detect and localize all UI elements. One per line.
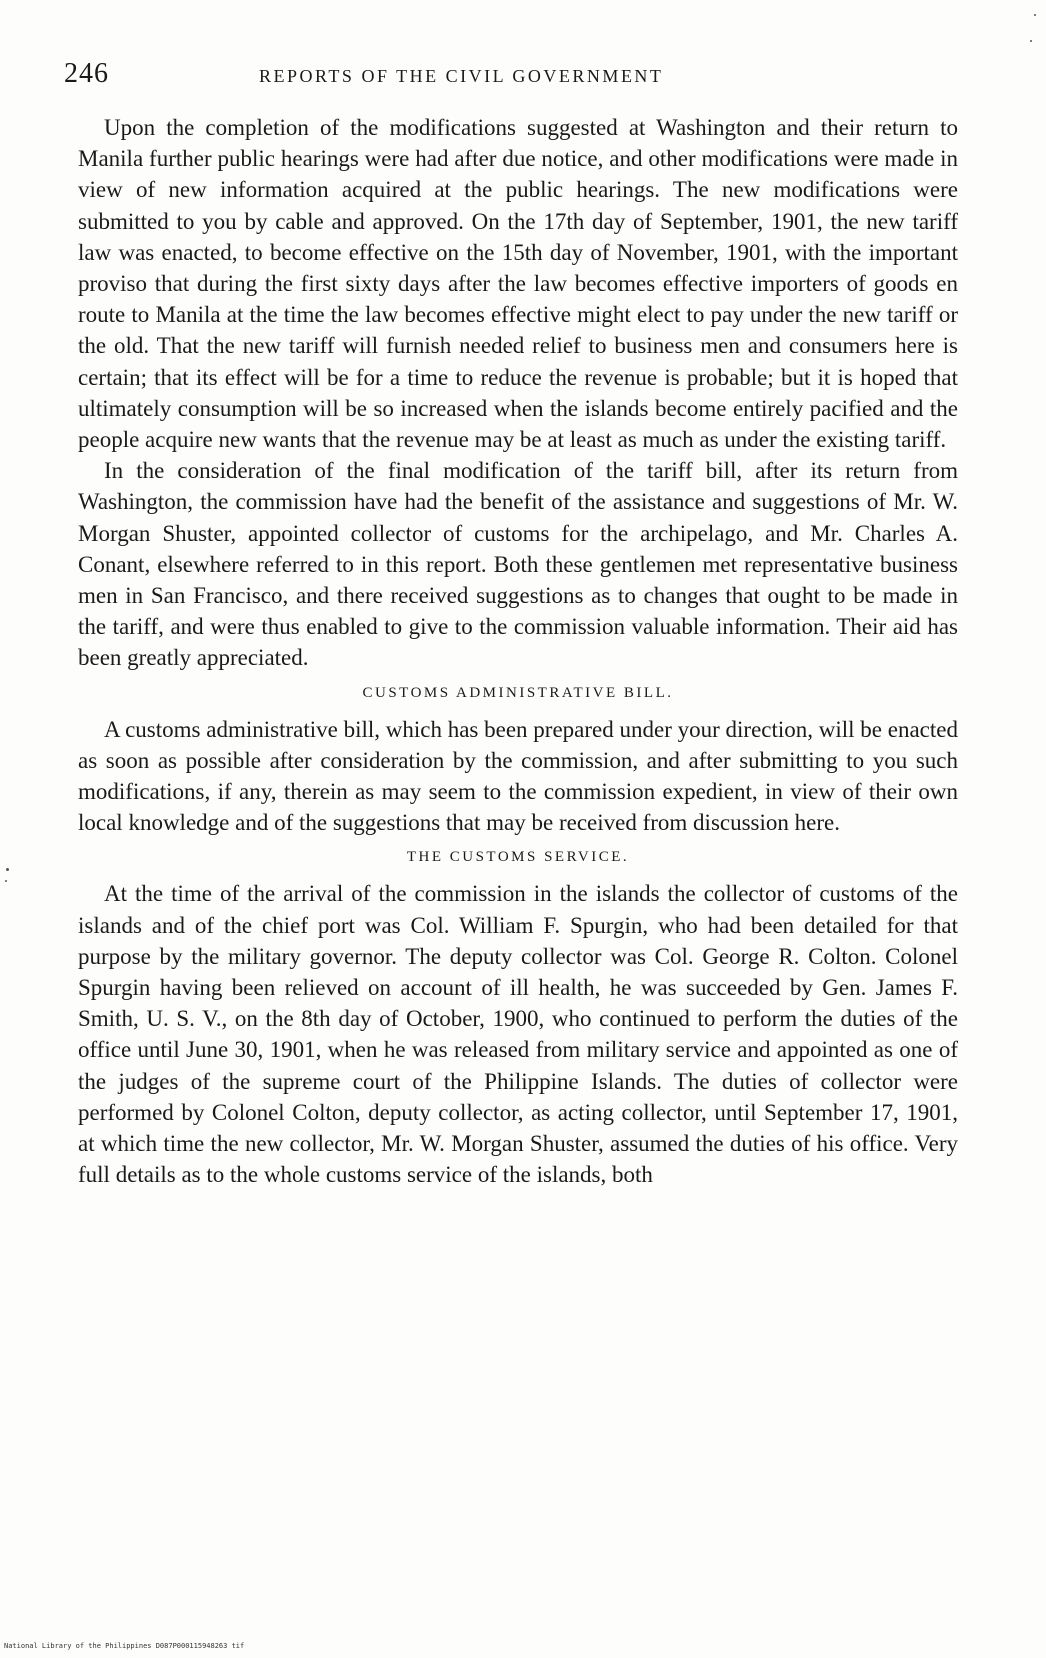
- scan-speck: [1030, 40, 1032, 42]
- page-body: [78, 112, 958, 1191]
- paragraph-customs-bill: A customs administrative bill, which has been prepared under your direction, will be enacted as soon as possible after consideration by the commission, and after submitting to you such modifications, if any, therein as may seem to the commission expedient, in view of their own local knowledge and of the suggestions that may be received from discussion here.: [78, 716, 958, 836]
- section-heading-customs-service: THE CUSTOMS SERVICE.: [406, 849, 630, 866]
- paragraph-tariff-modifications: Upon the completion of the modifications suggested at Washington and their return to Manila further public hearings were had after due notice, and other modifications were made in view of new information acquired at the public hearings. The new modifications were submitted to you by cable and approved. On the 17th day of September, 1901, the new tariff law was enacted, to become effective on the 15th day of November, 1901, with the important proviso that during the first sixty days after the law becomes effective importers of goods en route to Manila at the time the law becomes effective might elect to pay under the new tariff or the old. That the new tariff will furnish needed relief to business men and consumers here is certain; that its effect will be for a time to reduce the revenue is probable; but it is hoped that ultimately consumption will be so increased when the islands become entirely pacified and the people acquire new wants that the revenue may be at least as much as under the existing tariff.: [78, 115, 958, 453]
- paragraph-tariff-consideration: In the consideration of the final modification of the tariff bill, after its return from Washington, the commission have had the benefit of the assistance and suggestions of Mr. W. Morgan Shuster, appointed collector of customs for the archipelago, and Mr. Charles A. Conant, elsewhere referred to in this report. Both these gentlemen met representative business men in San Francisco, and there received suggestions as to changes that ought to be made in the tariff, and were thus enabled to give to the commission valuable information. Their aid has been greatly appreciated.: [78, 458, 958, 671]
- paragraph-customs-service: At the time of the arrival of the commission in the islands the collector of customs of the islands and of the chief port was Col. William F. Spurgin, who had been detailed for that purpose by the military governor. The deputy collector was Col. George R. Colton. Colonel Spurgin having been relieved on account of ill health, he was succeeded by Gen. James F. Smith, U. S. V., on the 8th day of October, 1900, who continued to perform the duties of the office until June 30, 1901, when he was released from military service and appointed as one of the judges of the supreme court of the Philippine Islands. The duties of collector were performed by Colonel Colton, deputy collector, as acting collector, until September 17, 1901, at which time the new collector, Mr. W. Morgan Shuster, assumed the duties of his office. Very full details as to the whole customs service of the islands, both: [78, 881, 958, 1188]
- scan-speck: [5, 880, 7, 882]
- running-head: REPORTS OF THE CIVIL GOVERNMENT: [259, 66, 664, 86]
- scan-speck: [6, 868, 9, 871]
- section-heading-customs-bill: CUSTOMS ADMINISTRATIVE BILL.: [362, 684, 674, 701]
- page-header: [64, 58, 964, 92]
- page-number: 246: [64, 58, 109, 89]
- scan-footer-label: National Library of the Philippines D087P000115948263 tif: [4, 1642, 245, 1650]
- scan-speck: [1034, 14, 1036, 16]
